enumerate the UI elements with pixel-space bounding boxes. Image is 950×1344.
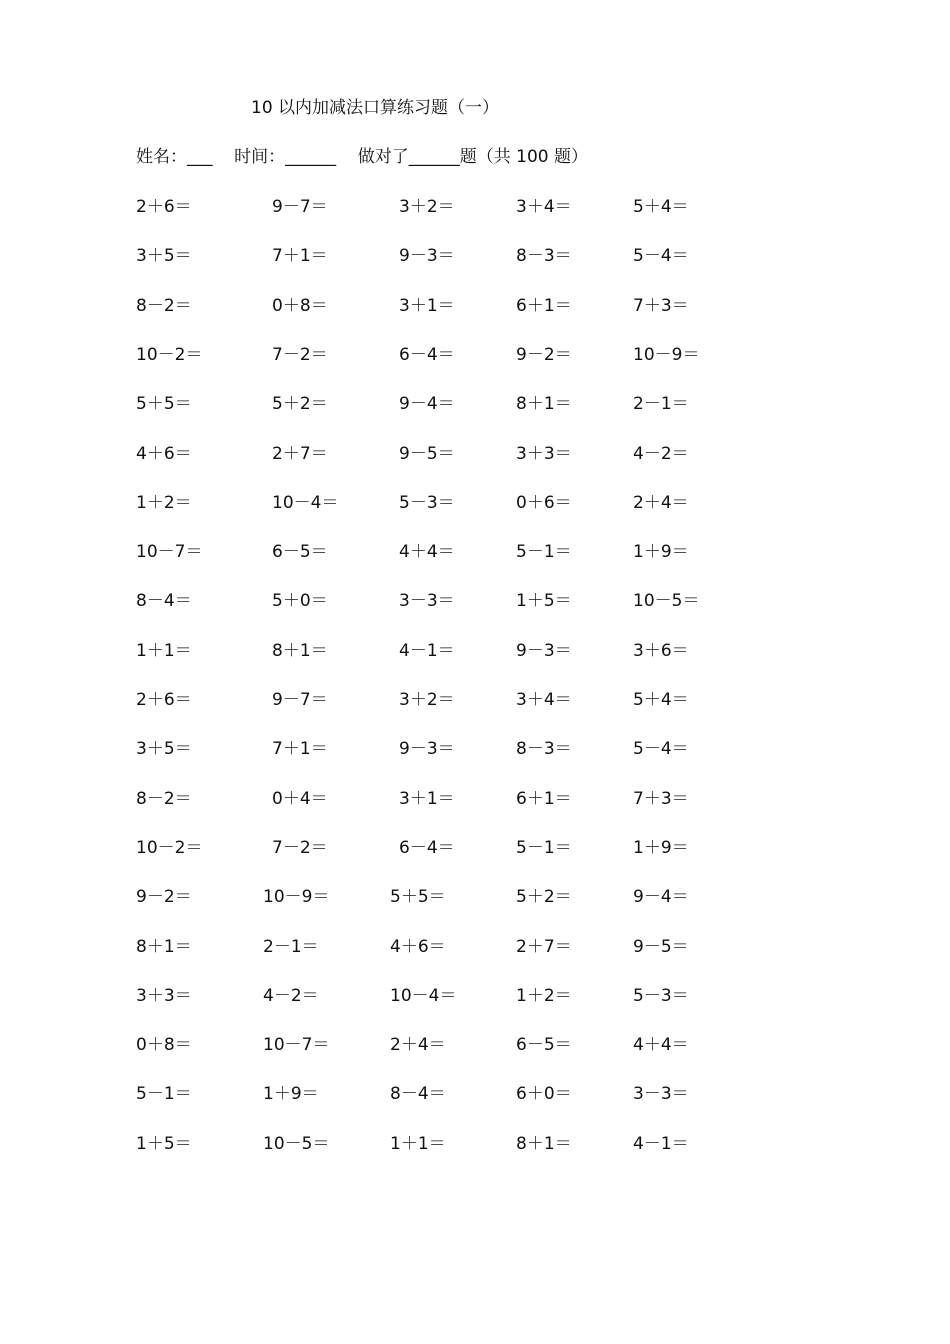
problem-item: 7＋1＝ (272, 246, 328, 266)
problem-item: 1＋9＝ (263, 1084, 319, 1104)
problem-item: 10－7＝ (136, 542, 203, 562)
problem-item: 5－1＝ (136, 1084, 192, 1104)
problem-item: 6＋1＝ (516, 789, 572, 809)
problem-row (0, 835, 950, 861)
problem-item: 4－2＝ (263, 986, 319, 1006)
problem-item: 5－4＝ (633, 739, 689, 759)
problem-item: 1＋9＝ (633, 838, 689, 858)
time-blank: ______ (285, 147, 337, 167)
problem-row (0, 342, 950, 368)
problem-item: 8－3＝ (516, 246, 572, 266)
problem-item: 8－3＝ (516, 739, 572, 759)
problem-item: 4－2＝ (633, 444, 689, 464)
problem-item: 5＋2＝ (272, 394, 328, 414)
problem-item: 2－1＝ (633, 394, 689, 414)
problem-item: 9－7＝ (272, 197, 328, 217)
problem-item: 10－2＝ (136, 345, 203, 365)
problem-item: 0＋4＝ (272, 789, 328, 809)
problem-row (0, 786, 950, 812)
problem-item: 4＋6＝ (390, 937, 446, 957)
problem-item: 3＋4＝ (516, 197, 572, 217)
problem-item: 6＋0＝ (516, 1084, 572, 1104)
problem-item: 2＋4＝ (390, 1035, 446, 1055)
problem-item: 5＋0＝ (272, 591, 328, 611)
problem-item: 5＋5＝ (390, 887, 446, 907)
problem-item: 8＋1＝ (272, 641, 328, 661)
problem-item: 6＋1＝ (516, 296, 572, 316)
problem-item: 8－2＝ (136, 789, 192, 809)
problem-item: 6－4＝ (399, 345, 455, 365)
problem-item: 1＋2＝ (136, 493, 192, 513)
problem-item: 4－1＝ (399, 641, 455, 661)
correct-suffix: 题（共 100 题） (459, 147, 589, 167)
problem-item: 10－2＝ (136, 838, 203, 858)
problem-row (0, 588, 950, 614)
problem-row (0, 934, 950, 960)
problem-item: 6－5＝ (272, 542, 328, 562)
problem-item: 3＋2＝ (399, 197, 455, 217)
problem-item: 10－9＝ (263, 887, 330, 907)
correct-blank: ______ (408, 147, 460, 167)
problem-item: 3＋2＝ (399, 690, 455, 710)
problem-item: 2－1＝ (263, 937, 319, 957)
problem-item: 3＋5＝ (136, 739, 192, 759)
problem-item: 3＋5＝ (136, 246, 192, 266)
problem-item: 7＋1＝ (272, 739, 328, 759)
problem-row (0, 441, 950, 467)
problem-row (0, 293, 950, 319)
problem-item: 4＋6＝ (136, 444, 192, 464)
problem-item: 5－4＝ (633, 246, 689, 266)
problem-item: 9－2＝ (136, 887, 192, 907)
problem-item: 9－4＝ (399, 394, 455, 414)
problem-item: 0＋6＝ (516, 493, 572, 513)
problem-row (0, 1131, 950, 1157)
problem-item: 9－4＝ (633, 887, 689, 907)
problem-item: 10－5＝ (633, 591, 700, 611)
problem-item: 5＋5＝ (136, 394, 192, 414)
problem-row (0, 490, 950, 516)
problem-item: 4＋4＝ (399, 542, 455, 562)
problem-row (0, 194, 950, 220)
problem-item: 2＋7＝ (272, 444, 328, 464)
problem-item: 3＋1＝ (399, 296, 455, 316)
problem-item: 5＋2＝ (516, 887, 572, 907)
problem-item: 5－1＝ (516, 838, 572, 858)
problem-item: 9－3＝ (399, 739, 455, 759)
problem-row (0, 539, 950, 565)
problem-item: 4＋4＝ (633, 1035, 689, 1055)
problem-item: 1＋2＝ (516, 986, 572, 1006)
problem-row (0, 687, 950, 713)
problem-item: 9－7＝ (272, 690, 328, 710)
problem-row (0, 736, 950, 762)
problem-item: 0＋8＝ (136, 1035, 192, 1055)
problem-item: 3－3＝ (399, 591, 455, 611)
problem-item: 3＋1＝ (399, 789, 455, 809)
problem-item: 9－3＝ (399, 246, 455, 266)
problem-item: 8＋1＝ (516, 394, 572, 414)
problem-item: 10－4＝ (390, 986, 457, 1006)
problem-item: 2＋6＝ (136, 690, 192, 710)
problem-item: 6－5＝ (516, 1035, 572, 1055)
problem-item: 3＋6＝ (633, 641, 689, 661)
problem-item: 8＋1＝ (516, 1134, 572, 1154)
problem-item: 1＋1＝ (136, 641, 192, 661)
name-blank: ___ (187, 147, 213, 167)
problem-item: 1＋1＝ (390, 1134, 446, 1154)
problem-row (0, 391, 950, 417)
problem-item: 7－2＝ (272, 838, 328, 858)
problem-item: 3－3＝ (633, 1084, 689, 1104)
problem-item: 5＋4＝ (633, 690, 689, 710)
problem-row (0, 638, 950, 664)
problem-item: 3＋3＝ (136, 986, 192, 1006)
problem-item: 10－7＝ (263, 1035, 330, 1055)
problem-item: 1＋5＝ (136, 1134, 192, 1154)
problem-item: 0＋8＝ (272, 296, 328, 316)
problem-row (0, 983, 950, 1009)
problem-item: 9－5＝ (399, 444, 455, 464)
problem-item: 9－5＝ (633, 937, 689, 957)
problem-item: 8－4＝ (136, 591, 192, 611)
problem-item: 1＋5＝ (516, 591, 572, 611)
problem-item: 7＋3＝ (633, 789, 689, 809)
problem-item: 6－4＝ (399, 838, 455, 858)
problem-item: 1＋9＝ (633, 542, 689, 562)
problem-item: 5－3＝ (399, 493, 455, 513)
problem-row (0, 243, 950, 269)
problem-item: 3＋4＝ (516, 690, 572, 710)
time-label: 时间： (234, 147, 286, 167)
problem-row (0, 1081, 950, 1107)
problem-item: 8－2＝ (136, 296, 192, 316)
problem-item: 8－4＝ (390, 1084, 446, 1104)
page-title: 10 以内加减法口算练习题（一） (251, 98, 500, 118)
problem-item: 10－9＝ (633, 345, 700, 365)
problem-item: 2＋7＝ (516, 937, 572, 957)
name-label: 姓名： (136, 147, 187, 167)
problem-item: 5－1＝ (516, 542, 572, 562)
problem-item: 10－5＝ (263, 1134, 330, 1154)
correct-label: 做对了 (357, 147, 409, 167)
problem-item: 2＋4＝ (633, 493, 689, 513)
problem-item: 9－3＝ (516, 641, 572, 661)
problem-item: 5＋4＝ (633, 197, 689, 217)
problem-item: 3＋3＝ (516, 444, 572, 464)
problem-item: 4－1＝ (633, 1134, 689, 1154)
problem-item: 9－2＝ (516, 345, 572, 365)
problem-row (0, 884, 950, 910)
problem-item: 5－3＝ (633, 986, 689, 1006)
problem-item: 7＋3＝ (633, 296, 689, 316)
problem-item: 10－4＝ (272, 493, 339, 513)
problem-row (0, 1032, 950, 1058)
problem-item: 8＋1＝ (136, 937, 192, 957)
problem-item: 7－2＝ (272, 345, 328, 365)
problem-item: 2＋6＝ (136, 197, 192, 217)
